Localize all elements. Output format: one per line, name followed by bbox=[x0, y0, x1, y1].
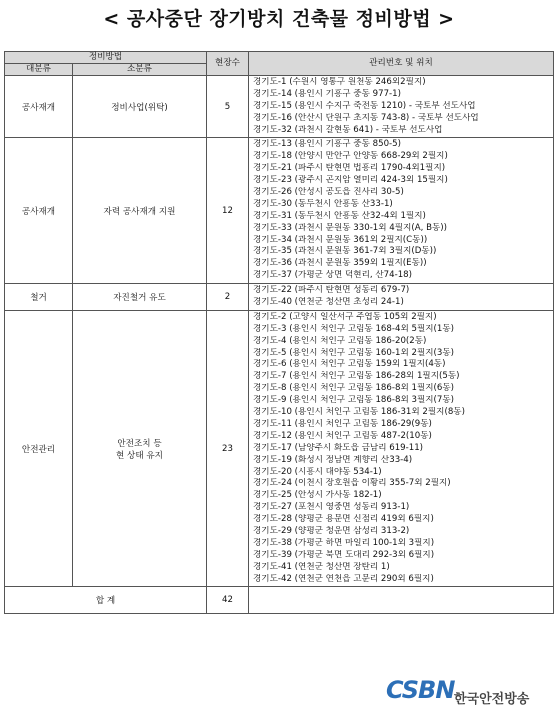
category-minor-line: 정비사업(위탁) bbox=[111, 102, 168, 113]
table-row bbox=[5, 138, 554, 284]
header-minor: 소분류 bbox=[73, 64, 207, 76]
location-item: 경기도-28 (양평군 용문면 신점리 419외 6필지) bbox=[253, 514, 434, 525]
header-count: 현장수 bbox=[207, 52, 249, 76]
total-empty bbox=[249, 587, 554, 614]
site-count: 23 bbox=[207, 310, 249, 586]
category-minor bbox=[73, 310, 207, 586]
location-item: 경기도-20 (시흥시 대야동 534-1) bbox=[253, 466, 382, 477]
category-minor bbox=[73, 138, 207, 284]
location-item: 경기도-35 (과천시 문원동 361-7외 3필지(D동)) bbox=[253, 246, 437, 257]
location-item: 경기도-36 (과천시 문원동 359외 1필지(E동)) bbox=[253, 258, 427, 269]
table-row bbox=[5, 310, 554, 586]
total-row bbox=[5, 587, 554, 614]
location-item: 경기도-26 (안성시 공도읍 진사리 30-5) bbox=[253, 187, 404, 198]
location-item: 경기도-24 (이천시 장호원읍 이황리 355-7외 2필지) bbox=[253, 478, 451, 489]
header-location: 관리번호 및 위치 bbox=[249, 52, 554, 76]
broadcaster-logo bbox=[386, 676, 554, 712]
page-title: < 공사중단 장기방치 건축물 정비방법 > bbox=[103, 8, 455, 30]
category-minor bbox=[73, 76, 207, 138]
location-item: 경기도-22 (파주시 탄현면 성동리 679-7) bbox=[253, 285, 410, 296]
location-item: 경기도-31 (동두천시 안흥동 산32-4외 1필지) bbox=[253, 210, 426, 221]
location-item: 경기도-21 (파주시 탄현면 법흥리 1790-4외1필지) bbox=[253, 163, 446, 174]
location-item: 경기도-34 (과천시 문원동 361외 2필지(C동)) bbox=[253, 234, 428, 245]
category-major: 철거 bbox=[5, 284, 73, 311]
location-item: 경기도-37 (가평군 상면 덕현리, 산74-18) bbox=[253, 270, 412, 281]
location-item: 경기도-27 (포천시 영중면 성동리 913-1) bbox=[253, 502, 410, 513]
location-item: 경기도-17 (남양주시 화도읍 금남리 619-11) bbox=[253, 442, 424, 453]
table-row bbox=[5, 284, 554, 311]
location-item: 경기도-25 (안성시 가사동 182-1) bbox=[253, 490, 382, 501]
location-item: 경기도-23 (광주시 곤지암 열미리 424-3외 15필지) bbox=[253, 175, 448, 186]
category-minor bbox=[73, 284, 207, 311]
location-item: 경기도-3 (용인시 처인구 고림동 168-4외 5필지(1동) bbox=[253, 323, 455, 334]
location-item: 경기도-14 (용인시 기흥구 중동 977-1) bbox=[253, 88, 401, 99]
table-row bbox=[5, 76, 554, 138]
total-count: 42 bbox=[207, 587, 249, 614]
logo-text: 한국안전방송 bbox=[454, 692, 530, 707]
location-item: 경기도-39 (가평군 북면 도대리 292-3외 6필지) bbox=[253, 549, 435, 560]
location-item: 경기도-8 (용인시 처인구 고림동 186-8외 1필지(6동) bbox=[253, 383, 455, 394]
site-count: 5 bbox=[207, 76, 249, 138]
category-minor-line: 자력 공사재개 지원 bbox=[103, 206, 176, 217]
location-item: 경기도-40 (연천군 청산면 초성리 24-1) bbox=[253, 297, 404, 308]
location-list bbox=[249, 76, 554, 138]
site-count: 12 bbox=[207, 138, 249, 284]
category-major: 안전관리 bbox=[5, 310, 73, 586]
location-item: 경기도-15 (용인시 수지구 죽전동 1210) - 국토부 선도사업 bbox=[253, 100, 476, 111]
location-item: 경기도-42 (연천군 연천읍 고문리 290외 6필지) bbox=[253, 573, 434, 584]
location-item: 경기도-18 (안양시 만안구 안양동 668-29외 2필지) bbox=[253, 151, 448, 162]
location-item: 경기도-4 (용인시 처인구 고림동 186-20(2동) bbox=[253, 335, 427, 346]
category-minor-line: 안전조치 등 bbox=[117, 438, 162, 449]
maintenance-table bbox=[4, 51, 554, 614]
location-item: 경기도-19 (화성시 정남면 계향리 산33-4) bbox=[253, 454, 413, 465]
location-item: 경기도-32 (과천시 갈현동 641) - 국토부 선도사업 bbox=[253, 124, 443, 135]
table-body bbox=[5, 76, 554, 587]
location-item: 경기도-33 (과천시 문원동 330-1외 4필지(A, B동)) bbox=[253, 222, 447, 233]
category-minor-line: 현 상태 유지 bbox=[116, 450, 163, 461]
header-method: 정비방법 bbox=[5, 52, 207, 64]
category-minor-line: 자진철거 유도 bbox=[113, 293, 166, 304]
location-list bbox=[249, 138, 554, 284]
location-item: 경기도-30 (동두천시 안흥동 산33-1) bbox=[253, 198, 393, 209]
total-label: 합 계 bbox=[5, 587, 207, 614]
location-item: 경기도-6 (용인시 처인구 고림동 159외 1필지(4동) bbox=[253, 359, 446, 370]
location-item: 경기도-5 (용인시 처인구 고림동 160-1외 2필지(3동) bbox=[253, 347, 455, 358]
header-major: 대분류 bbox=[5, 64, 73, 76]
logo-mark: CSBN bbox=[386, 676, 455, 704]
location-item: 경기도-16 (안산시 단원구 초지동 743-8) - 국토부 선도사업 bbox=[253, 112, 479, 123]
location-list bbox=[249, 310, 554, 586]
location-item: 경기도-12 (용인시 처인구 고림동 487-2(10동) bbox=[253, 430, 432, 441]
location-item: 경기도-29 (양평군 청운면 삼성리 313-2) bbox=[253, 525, 410, 536]
location-item: 경기도-11 (용인시 처인구 고림동 186-29(9동) bbox=[253, 418, 432, 429]
site-count: 2 bbox=[207, 284, 249, 311]
location-list bbox=[249, 284, 554, 311]
location-item: 경기도-7 (용인시 처인구 고림동 186-28외 1필지(5동) bbox=[253, 371, 460, 382]
location-item: 경기도-9 (용인시 처인구 고림동 186-8외 3필지(7동) bbox=[253, 395, 455, 406]
location-item: 경기도-38 (가평군 하면 마일리 100-1외 3필지) bbox=[253, 537, 435, 548]
category-major: 공사재개 bbox=[5, 138, 73, 284]
location-item: 경기도-2 (고양시 일산서구 주엽동 105외 2필지) bbox=[253, 311, 437, 322]
location-item: 경기도-41 (연천군 청산면 장탄리 1) bbox=[253, 561, 390, 572]
location-item: 경기도-13 (용인시 기흥구 중동 850-5) bbox=[253, 139, 401, 150]
category-major: 공사재개 bbox=[5, 76, 73, 138]
location-item: 경기도-1 (수원시 영통구 원천동 246외2필지) bbox=[253, 77, 426, 87]
location-item: 경기도-10 (용인시 처인구 고림동 186-31외 2필지(8동) bbox=[253, 407, 465, 418]
